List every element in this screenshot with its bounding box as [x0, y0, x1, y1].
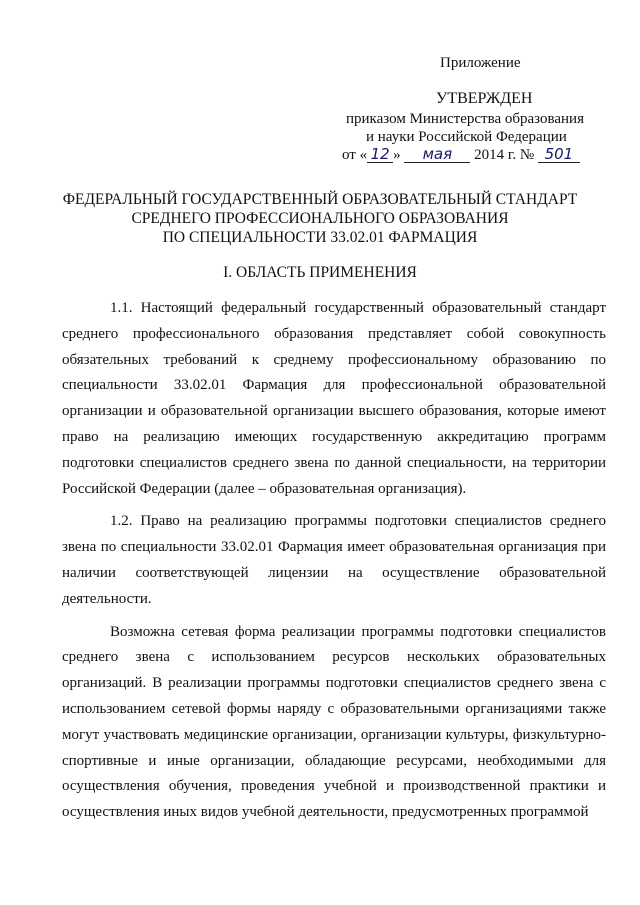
date-close: »: [393, 147, 401, 163]
appendix-label: Приложение: [440, 55, 521, 71]
document-title: [40, 190, 600, 247]
title-line-3: ПО СПЕЦИАЛЬНОСТИ 33.02.01 ФАРМАЦИЯ: [162, 229, 478, 246]
handwritten-order-number: 501: [538, 146, 580, 163]
order-line-1: приказом Министерства образования: [346, 111, 584, 127]
paragraph-network-form: Возможна сетевая форма реализации программы подготовки специалистов среднего звена с использованием ресурсов нескольких образовательных организаций. В реализации программы подготовки специалистов среднего звена с использованием сетевой формы наряду с образовательными организациями также могут участвовать медицинские организации, организации культуры, физкультурно-спортивные и иные организации, обладающие ресурсами, необходимыми для осуществления обучения, проведения учебной и производственной практики и осуществления иных видов учебной деятельности, предусмотренных программой: [62, 623, 606, 821]
paragraph-1-1: 1.1. Настоящий федеральный государственный образовательный стандарт среднего профессионального образования представляет собой совокупность обязательных требований к среднему профессиональному образованию по специальности 33.02.01 Фармация для профессиональной образовательной организации и образовательной организации высшего образования, которые имеют право на реализацию имеющих государственную аккредитацию программ подготовки специалистов среднего звена по данной специальности, на территории Российской Федерации (далее – образовательная организация).: [62, 300, 606, 497]
approved-label: УТВЕРЖДЕН: [436, 90, 533, 107]
paragraph-1-2: 1.2. Право на реализацию программы подготовки специалистов среднего звена по специальности 33.02.01 Фармация имеет образовательная организация при наличии соответствующей лицензии на осуществление образовательной деятельности.: [62, 513, 606, 607]
handwritten-month: мая: [404, 146, 470, 163]
order-line-2: и науки Российской Федерации: [366, 129, 567, 145]
section-body: [62, 296, 606, 833]
order-date-line: [342, 144, 580, 166]
section-heading: I. ОБЛАСТЬ ПРИМЕНЕНИЯ: [223, 264, 417, 281]
date-prefix: от «: [342, 147, 368, 163]
date-year: 2014 г. №: [474, 147, 535, 163]
handwritten-day: 12: [367, 146, 393, 163]
title-line-1: ФЕДЕРАЛЬНЫЙ ГОСУДАРСТВЕННЫЙ ОБРАЗОВАТЕЛЬНЫЙ СТАНДАРТ: [62, 191, 578, 208]
title-line-2: СРЕДНЕГО ПРОФЕССИОНАЛЬНОГО ОБРАЗОВАНИЯ: [131, 210, 509, 227]
